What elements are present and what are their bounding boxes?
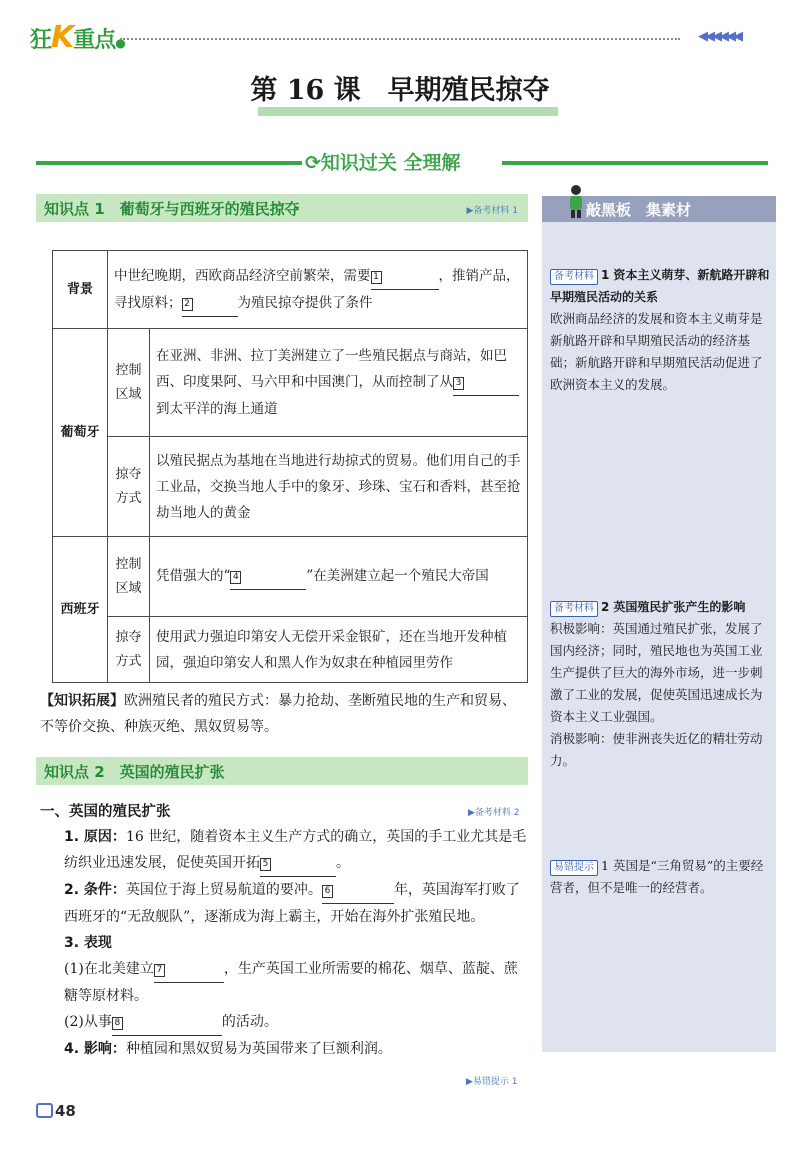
pt-control-label (108, 329, 150, 437)
es-control-text: 控制区域 (115, 556, 142, 596)
material-2-num: 2 (601, 600, 610, 614)
kp2-label: 知识点 2 英国的殖民扩张 (44, 763, 225, 781)
teacher-icon (562, 184, 588, 218)
cond-text-b: 年，英国海军打败了西班牙的“无敌舰队”，逐渐成为海上霸主，开始在海外扩张殖民地。 (64, 882, 520, 925)
pt-control-content (150, 329, 528, 437)
blank-2-num: 2 (182, 298, 193, 311)
blank-6-num: 6 (322, 885, 333, 898)
sidebar-material-2 (550, 596, 772, 772)
es-ctrl-text-b: ”在美洲建立起一个殖民大帝国 (306, 568, 489, 584)
bg-text-b: ，推销产品，寻找原料； (114, 267, 520, 311)
material-1-text: 欧洲商品经济的发展和资本主义萌芽是新航路开辟和早期殖民活动的经济基础；新航路开辟和早期殖民活动促进了欧洲资本主义的发展。 (550, 311, 763, 392)
material-2-title: 英国殖民扩张产生的影响 (613, 600, 746, 614)
perf1-text-b: ，生产英国工业所需要的棉花、烟草、蓝靛、蔗糖等原材料。 (64, 961, 518, 1004)
refresh-icon: ⟳ (305, 152, 321, 174)
bg-header: 背景 (53, 251, 108, 329)
material-2-tag: 备考材料 (550, 601, 598, 617)
blank-3[interactable] (453, 369, 519, 396)
es-plunder-content: 使用武力强迫印第安人无偿开采金银矿，还在当地开发种植园，强迫印第安人和黑人作为奴隶在种植园里劳作 (150, 617, 528, 683)
blank-3-num: 3 (453, 377, 464, 390)
bg-text-c: 为殖民掠夺提供了条件 (237, 294, 373, 311)
knowledge-point-1-bar (36, 194, 528, 222)
tip-1-text: 英国是“三角贸易”的主要经营者，但不是唯一的经营者。 (550, 858, 764, 895)
cond-label: 2. 条件： (64, 882, 126, 898)
blank-1-num: 1 (371, 271, 382, 284)
sidebar-material-1 (550, 264, 772, 396)
tip-1-num: 1 (601, 858, 609, 873)
impact-label: 4. 影响： (64, 1041, 126, 1057)
es-control-content (150, 537, 528, 617)
table-row (53, 251, 528, 329)
impact-text: 种植园和黑奴贸易为英国带来了巨额利润。 (125, 1041, 392, 1057)
portugal-header: 葡萄牙 (53, 329, 108, 537)
kp1-ref-link[interactable]: ▶备考材料 1 (466, 206, 518, 216)
header-dotted-line (120, 38, 680, 40)
knowledge-point-2-bar (36, 757, 528, 785)
page-number-text: 48 (55, 1102, 76, 1120)
blank-7-num: 7 (154, 964, 165, 977)
cause-end: 。 (336, 855, 350, 871)
material-1-title: 资本主义萌芽、新航路开辟和早期殖民活动的关系 (550, 268, 770, 304)
blank-5[interactable] (260, 850, 336, 877)
tip-ref-link[interactable]: ▶易错提示 1 (466, 1077, 518, 1087)
blank-2[interactable] (182, 290, 238, 317)
condition-item (64, 877, 528, 930)
cond-text-a: 英国位于海上贸易航道的要冲。 (125, 882, 322, 898)
material-2-negative: 消极影响：使非洲丧失近亿的精壮劳动力。 (550, 731, 763, 768)
colonial-table (52, 250, 528, 683)
brand-char-b: 重点 (73, 28, 116, 53)
blank-8-num: 8 (112, 1017, 123, 1030)
table-row (53, 617, 528, 683)
performance-item-1 (64, 956, 528, 1009)
section-ref-link[interactable]: ▶备考材料 2 (468, 808, 520, 818)
blank-4-num: 4 (230, 571, 241, 584)
blank-5-num: 5 (260, 858, 271, 871)
es-plunder-label (108, 617, 150, 683)
blank-7[interactable] (154, 956, 224, 983)
brand-k: K (51, 20, 74, 55)
page-number (36, 1102, 76, 1120)
pt-ctrl-text-a: 在亚洲、非洲、拉丁美洲建立了一些殖民据点与商站，如巴西、印度果阿、马六甲和中国澳门，从而控制了从 (156, 348, 507, 390)
pt-control-text: 控制区域 (115, 362, 142, 402)
perf2-text-a: (2)从事 (64, 1014, 112, 1030)
title-highlight (258, 107, 558, 116)
cause-item (64, 824, 528, 877)
banner-line-left (36, 161, 302, 165)
section-banner (305, 148, 461, 175)
pt-plunder-content: 以殖民据点为基地在当地进行劫掠式的贸易。他们用自己的手工业品，交换当地人手中的象牙、珍珠、宝石和香料，甚至抢劫当地人的黄金 (150, 437, 528, 537)
brand-logo: 狂K重点● (30, 20, 125, 55)
tip-1-tag: 易错提示 (550, 860, 598, 876)
pt-plunder-label (108, 437, 150, 537)
material-1-tag: 备考材料 (550, 269, 598, 285)
performance-label: 3. 表现 (64, 935, 112, 951)
blank-1[interactable] (371, 263, 439, 290)
pt-ctrl-text-b: 到太平洋的海上通道 (156, 401, 278, 417)
table-row (53, 537, 528, 617)
banner-label: 知识过关 全理解 (320, 152, 461, 174)
pt-plunder-text: 掠夺方式 (115, 466, 142, 506)
spain-header: 西班牙 (53, 537, 108, 683)
british-expansion-body (64, 824, 528, 1062)
cause-text: 16 世纪，随着资本主义生产方式的确立，英国的手工业尤其是毛纺织业迅速发展，促使英国开拓 (64, 829, 527, 871)
lesson-title: 第 16 课 早期殖民掠夺 (250, 75, 550, 106)
expand-text: 欧洲殖民者的殖民方式：暴力抢劫、垄断殖民地的生产和贸易、不等价交换、种族灭绝、黑奴贸易等。 (40, 693, 516, 735)
perf1-text-a: (1)在北美建立 (64, 961, 154, 977)
cause-label: 1. 原因： (64, 829, 126, 845)
perf2-text-b: 的活动。 (221, 1014, 278, 1030)
bg-text-a: 中世纪晚期，西欧商品经济空前繁荣，需要 (114, 267, 371, 284)
material-1-num: 1 (601, 268, 610, 282)
book-icon (36, 1103, 53, 1118)
blank-8[interactable] (112, 1009, 222, 1036)
sidebar-header: 敲黑板 集素材 (542, 196, 776, 222)
header-arrows-icon: ◀◀◀◀◀◀ (698, 29, 740, 44)
sidebar-tip-1 (550, 855, 772, 899)
expand-label: 【知识拓展】 (40, 693, 124, 709)
brand-char-a: 狂 (30, 28, 52, 53)
bg-content (108, 251, 528, 329)
blank-4[interactable] (230, 563, 306, 590)
knowledge-expand (40, 688, 528, 740)
blank-6[interactable] (322, 877, 394, 904)
banner-line-right (502, 161, 768, 165)
es-control-label (108, 537, 150, 617)
performance-item-2 (64, 1009, 528, 1036)
table-row (53, 329, 528, 437)
es-plunder-text: 掠夺方式 (115, 629, 142, 669)
section-title: 一、英国的殖民扩张 (40, 804, 171, 820)
impact-item (64, 1036, 528, 1062)
table-row (53, 437, 528, 537)
es-ctrl-text-a: 凭借强大的“ (156, 568, 231, 584)
kp1-label: 知识点 1 葡萄牙与西班牙的殖民掠夺 (44, 200, 300, 218)
material-2-positive: 积极影响：英国通过殖民扩张，发展了国内经济；同时，殖民地也为英国工业生产提供了巨大的海外市场，进一步刺激了工业的发展，促使英国迅速成长为资本主义工业强国。 (550, 621, 763, 724)
